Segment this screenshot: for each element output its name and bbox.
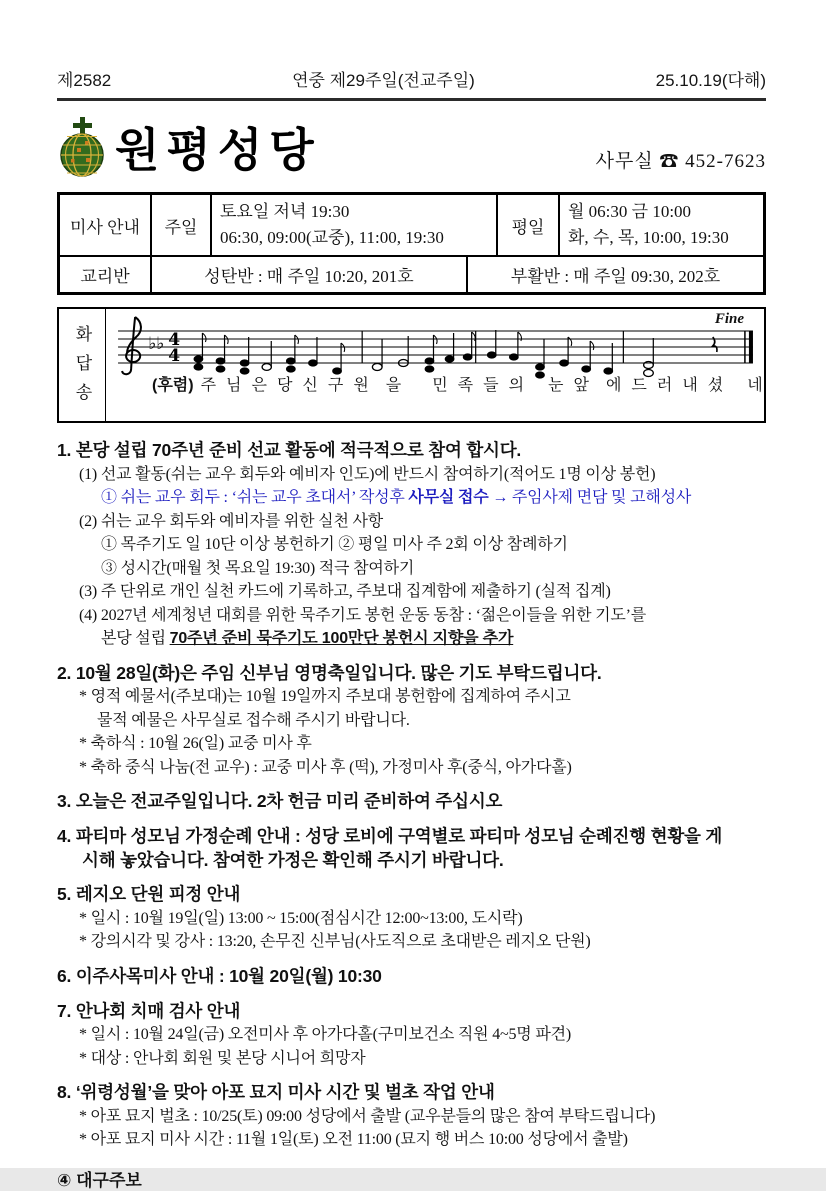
weekday-times bbox=[558, 195, 763, 255]
masthead bbox=[57, 66, 766, 91]
footer-label: ④ 대구주보 bbox=[57, 1170, 142, 1190]
refrain-label: (후렴) bbox=[152, 377, 194, 394]
section-3 bbox=[57, 790, 766, 814]
section-1-item-1a bbox=[101, 486, 766, 510]
section-7-item-2: * 대상 : 안나회 회원 및 본당 시니어 희망자 bbox=[79, 1049, 366, 1067]
section-2 bbox=[57, 662, 766, 780]
section-5-item-1: * 일시 : 10월 19일(일) 13:00 ~ 15:00(점심시간 12:00~13:00, 도시락) bbox=[79, 909, 523, 927]
section-1-item-4b bbox=[101, 627, 766, 651]
mass-schedule-table bbox=[57, 192, 766, 295]
section-6-heading: 6. 이주사목미사 안내 : 10월 20일(월) 10:30 bbox=[57, 965, 382, 986]
globe-cross-icon bbox=[57, 115, 109, 179]
section-1-item-2b: ③ 성시간(매월 첫 목요일 19:30) 적극 참여하기 bbox=[101, 559, 415, 577]
section-6 bbox=[57, 965, 766, 989]
office-submit-emphasis: 사무실 접수 bbox=[408, 489, 489, 507]
fine-marking: Fine bbox=[714, 311, 744, 327]
rosary-goal-emphasis: 70주년 준비 묵주기도 100만단 봉헌시 지향을 추가 bbox=[169, 630, 514, 648]
church-name: 원평성당 bbox=[115, 124, 321, 176]
section-2-item-1: * 영적 예물서(주보대)는 10월 19일까지 주보대 봉헌함에 집계하여 주시고 bbox=[79, 688, 571, 706]
mass-times-row bbox=[60, 195, 763, 255]
section-8-item-1: * 아포 묘지 벌초 : 10/25(토) 09:00 성당에서 출발 (교우분들의 많은 참여 부탁드립니다) bbox=[79, 1107, 656, 1125]
weekday-times-line2: 화, 수, 목, 10:00, 19:30 bbox=[568, 228, 729, 247]
mass-info-label: 미사 안내 bbox=[70, 217, 140, 237]
time-signature-bottom: 4 bbox=[168, 346, 181, 366]
section-5-heading: 5. 레지오 단원 피정 안내 bbox=[57, 884, 241, 905]
section-8 bbox=[57, 1081, 766, 1152]
masthead-date: 25.10.19(다해) bbox=[655, 71, 766, 90]
section-8-item-2: * 아포 묘지 미사 시간 : 11월 1일(토) 오전 11:00 (묘지 행 버스 10:00 성당에서 출발) bbox=[79, 1131, 628, 1149]
section-1-heading: 1. 본당 설립 70주년 준비 선교 활동에 적극적으로 참여 합시다. bbox=[57, 440, 522, 460]
section-1-item-2a: ① 목주기도 일 10단 이상 봉헌하기 ② 평일 미사 주 2회 이상 참례하기 bbox=[101, 536, 568, 554]
section-2-item-2: * 축하식 : 10월 26(일) 교중 미사 후 bbox=[79, 735, 312, 753]
section-7 bbox=[57, 1000, 766, 1071]
sunday-times-line2: 06:30, 09:00(교중), 11:00, 19:30 bbox=[220, 228, 444, 247]
section-1 bbox=[57, 439, 766, 651]
section-4-heading-line1: 4. 파티마 성모님 가정순례 안내 : 성당 로비에 구역별로 파티마 성모님 순례진행 현황을 게 bbox=[57, 826, 723, 847]
section-5-item-2: * 강의시각 및 강사 : 13:20, 손무진 신부님(사도직으로 초대받은 레지오 단원) bbox=[79, 933, 591, 951]
section-7-heading: 7. 안나회 치매 검사 안내 bbox=[57, 1000, 241, 1021]
psalm-lyrics: 주 님 은 당 신 구 원 을 민 족 들 의 눈 앞 에 드 러 내 셨 네 bbox=[193, 377, 766, 394]
weekday-label: 평일 bbox=[496, 195, 558, 255]
section-7-item-1: * 일시 : 10월 24일(금) 오전미사 후 아가다홀(구미보건소 직원 4~5명 파견) bbox=[79, 1026, 571, 1044]
key-signature: ♭♭ bbox=[148, 334, 165, 354]
catechism-label: 교리반 bbox=[80, 267, 130, 286]
psalm-label-cell bbox=[59, 309, 106, 421]
time-signature-top: 4 bbox=[168, 330, 181, 350]
masthead-divider bbox=[57, 98, 766, 101]
catechism-row bbox=[60, 255, 763, 292]
responsorial-psalm-box bbox=[57, 307, 766, 423]
weekday-times-line1: 월 06:30 금 10:00 bbox=[568, 201, 692, 221]
sunday-label: 주일 bbox=[150, 195, 210, 255]
music-staff-cell bbox=[106, 309, 764, 421]
easter-class-cell: 부활반 : 매 주일 09:30, 202호 bbox=[466, 257, 763, 292]
section-2-item-1-cont: 물적 예물은 사무실로 접수해 주시기 바랍니다. bbox=[97, 711, 410, 729]
section-1-item-2: (2) 쉬는 교우 회두와 예비자를 위한 실천 사항 bbox=[79, 512, 384, 530]
psalm-lyrics-row bbox=[120, 354, 766, 413]
office-phone bbox=[596, 146, 766, 179]
sunday-times-line1: 토요일 저녁 19:30 bbox=[220, 201, 350, 221]
item-1a-pre: ① 쉬는 교우 회두 : ‘쉬는 교우 초대서’ 작성후 bbox=[101, 489, 409, 507]
christmas-class-cell: 성탄반 : 매 주일 10:20, 201호 bbox=[150, 257, 466, 292]
item-4b-pre: 본당 설립 bbox=[101, 630, 170, 648]
masthead-issue-number: 제2582 bbox=[57, 71, 112, 90]
item-1a-post: → 주임사제 면담 및 고해성사 bbox=[488, 489, 692, 507]
section-8-heading: 8. ‘위령성월’을 맞아 아포 묘지 미사 시간 및 벌초 작업 안내 bbox=[57, 1082, 495, 1103]
section-4 bbox=[57, 825, 766, 872]
masthead-title: 연중 제29주일(전교주일) bbox=[292, 71, 475, 90]
section-4-heading-line2: 시해 놓았습니다. 참여한 가정은 확인해 주시기 바랍니다. bbox=[82, 849, 504, 870]
section-1-item-1: (1) 선교 활동(쉬는 교우 회두와 예비자 인도)에 반드시 참여하기(적어도 1명 이상 봉헌) bbox=[79, 465, 656, 483]
section-5 bbox=[57, 883, 766, 954]
section-3-heading: 3. 오늘은 전교주일입니다. 2차 헌금 미리 준비하여 주십시오 bbox=[57, 791, 503, 812]
phone-number: ☎ 452-7623 bbox=[659, 151, 766, 172]
psalm-label: 화답송 bbox=[72, 324, 92, 412]
section-2-heading: 2. 10월 28일(화)은 주임 신부님 영명축일입니다. 많은 기도 부탁드립니다. bbox=[57, 662, 602, 683]
section-1-item-3: (3) 주 단위로 개인 실천 카드에 기록하고, 주보대 집계함에 제출하기 (실적 집계) bbox=[79, 583, 611, 601]
office-label: 사무실 bbox=[595, 151, 654, 172]
sunday-times bbox=[210, 195, 496, 255]
brand-row bbox=[57, 115, 766, 179]
announcements bbox=[57, 439, 766, 1152]
section-1-item-4: (4) 2027년 세계청년 대회를 위한 묵주기도 봉헌 운동 동참 : ‘젊은이들을 위한 기도’를 bbox=[79, 606, 647, 624]
section-2-item-3: * 축하 중식 나눔(전 교우) : 교중 미사 후 (떡), 가정미사 후(중식, 아가다홀) bbox=[79, 758, 572, 776]
